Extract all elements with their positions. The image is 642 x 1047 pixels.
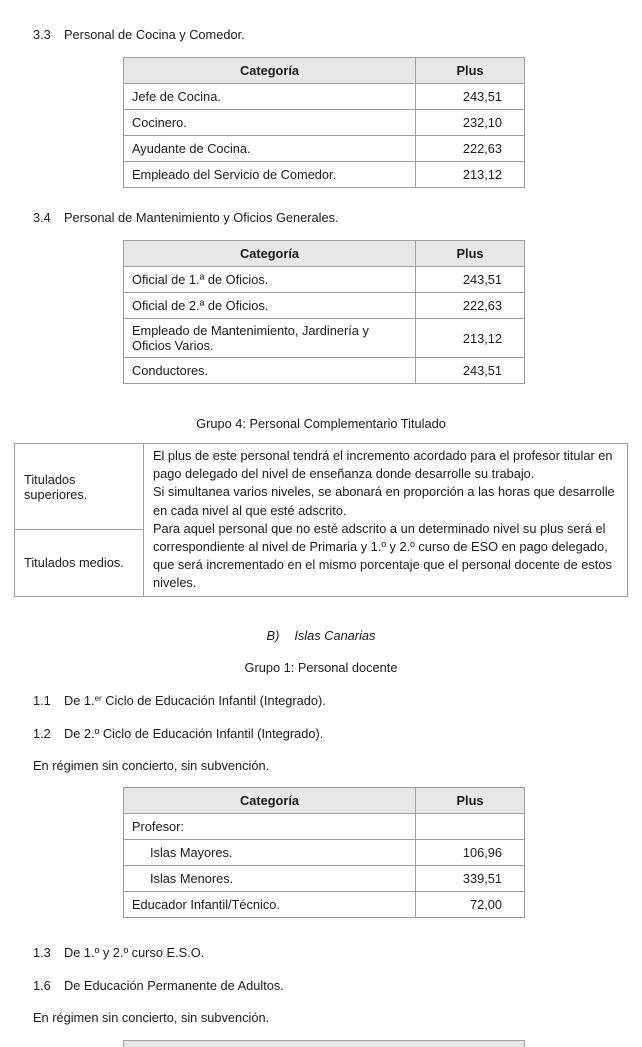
- ordinal-superscript: er: [94, 693, 102, 703]
- item-text: De 1.º y 2.º curso E.S.O.: [64, 944, 205, 960]
- item-text: De 2.º Ciclo de Educación Infantil (Integrado).: [64, 725, 324, 741]
- plus-cell: 232,10: [416, 110, 525, 136]
- column-header-plus: Plus: [416, 58, 525, 84]
- regimen-note-2: En régimen sin concierto, sin subvención.: [33, 1009, 270, 1025]
- table-header-row: [124, 241, 525, 267]
- categoria-cell: Ayudante de Cocina.: [124, 136, 416, 162]
- column-header-plus: Plus: [416, 787, 525, 813]
- islas-canarias-heading: [0, 628, 642, 643]
- item-1-2: [33, 726, 642, 741]
- plus-cell: 243,51: [416, 84, 525, 110]
- table-row: [124, 136, 525, 162]
- grupo-4-heading: Grupo 4: Personal Complementario Titulado: [196, 416, 446, 431]
- heading-letter: B): [266, 627, 280, 643]
- section-title: Personal de Mantenimiento y Oficios Generales.: [64, 210, 339, 225]
- table-mantenimiento-oficios: [123, 240, 525, 384]
- categoria-cell: Oficial de 1.ª de Oficios.: [124, 267, 416, 293]
- plus-cell: 222,63: [416, 293, 525, 319]
- table-row: [124, 110, 525, 136]
- column-header-plus: Plus: [416, 241, 525, 267]
- plus-cell: 213,12: [416, 319, 525, 358]
- column-header-categoria: Categoría: [124, 787, 416, 813]
- heading-name: Islas Canarias: [294, 627, 376, 643]
- plus-cell: [416, 813, 525, 839]
- section-number: 3.3: [33, 27, 51, 42]
- table-header-row: [124, 787, 525, 813]
- section-number: 3.4: [33, 210, 51, 225]
- categoria-cell: Profesor:: [124, 813, 416, 839]
- grupo4-description-cell: [144, 444, 628, 597]
- item-text-pre: De 1.: [64, 692, 95, 708]
- titulados-medios-cell: Titulados medios.: [15, 530, 144, 596]
- table-row: [124, 891, 525, 917]
- column-header-categoria: Categoría: [124, 58, 416, 84]
- section-3-4-heading: [33, 210, 642, 225]
- grupo4-paragraph: El plus de este personal tendrá el incremento acordado para el profesor titular en pago delegado del nivel de enseñanza donde desarrolle su trabajo.: [153, 448, 613, 482]
- categoria-cell: Empleado del Servicio de Comedor.: [124, 162, 416, 188]
- table-row: [15, 444, 628, 530]
- item-number: 1.2: [33, 725, 51, 741]
- plus-cell: 339,51: [416, 865, 525, 891]
- table-row: [124, 865, 525, 891]
- table-header-row: [124, 58, 525, 84]
- plus-cell: 106,96: [416, 839, 525, 865]
- categoria-cell: Islas Menores.: [124, 865, 416, 891]
- section-title: Personal de Cocina y Comedor.: [64, 27, 245, 42]
- grupo-1-heading: Grupo 1: Personal docente: [244, 659, 398, 675]
- table-grupo-4-titulados: [14, 443, 628, 597]
- item-text: De Educación Permanente de Adultos.: [64, 977, 284, 993]
- plus-cell: 222,63: [416, 136, 525, 162]
- plus-cell: 243,51: [416, 267, 525, 293]
- plus-cell: 243,51: [416, 358, 525, 384]
- item-text: [64, 693, 326, 708]
- categoria-cell: Jefe de Cocina.: [124, 84, 416, 110]
- grupo4-paragraph: Para aquel personal que no esté adscrito a un determinado nivel su plus será el correspondiente al nivel de Primaria y 1.º y 2.º curso de ESO en pago delegado, que será incrementado en el mismo porcentaje que el personal docente de estos niveles.: [153, 520, 612, 591]
- categoria-cell: Conductores.: [124, 358, 416, 384]
- section-3-3-heading: [33, 27, 642, 42]
- column-header-categoria: Categoría: [124, 241, 416, 267]
- table-row: [124, 319, 525, 358]
- table-row: [124, 358, 525, 384]
- table-row: [124, 839, 525, 865]
- plus-cell: 213,12: [416, 162, 525, 188]
- item-number: 1.3: [33, 944, 51, 960]
- item-1-6: [33, 978, 642, 993]
- item-number: 1.6: [33, 977, 51, 993]
- titulados-superiores-cell: Titulados superiores.: [15, 444, 144, 530]
- table-canarias-docente: [123, 787, 525, 918]
- item-text-post: Ciclo de Educación Infantil (Integrado).: [101, 692, 326, 708]
- categoria-cell: Cocinero.: [124, 110, 416, 136]
- item-1-1: [33, 693, 642, 708]
- table-row: [124, 84, 525, 110]
- table-row: [124, 267, 525, 293]
- table-cocina-comedor: [123, 57, 525, 188]
- item-1-3: [33, 945, 642, 960]
- table-row: [124, 813, 525, 839]
- categoria-cell: Educador Infantil/Técnico.: [124, 891, 416, 917]
- categoria-cell: Islas Mayores.: [124, 839, 416, 865]
- plus-cell: 72,00: [416, 891, 525, 917]
- item-number: 1.1: [33, 692, 51, 708]
- grupo4-paragraph: Si simultanea varios niveles, se abonará en proporción a las horas que desarrolle en cada nivel al que esté adscrito.: [153, 484, 615, 518]
- table-row: [124, 162, 525, 188]
- regimen-note-1: En régimen sin concierto, sin subvención.: [33, 757, 270, 773]
- categoria-cell: Oficial de 2.ª de Oficios.: [124, 293, 416, 319]
- table-row: [124, 293, 525, 319]
- categoria-cell: Empleado de Mantenimiento, Jardinería y Oficios Varios.: [124, 319, 416, 358]
